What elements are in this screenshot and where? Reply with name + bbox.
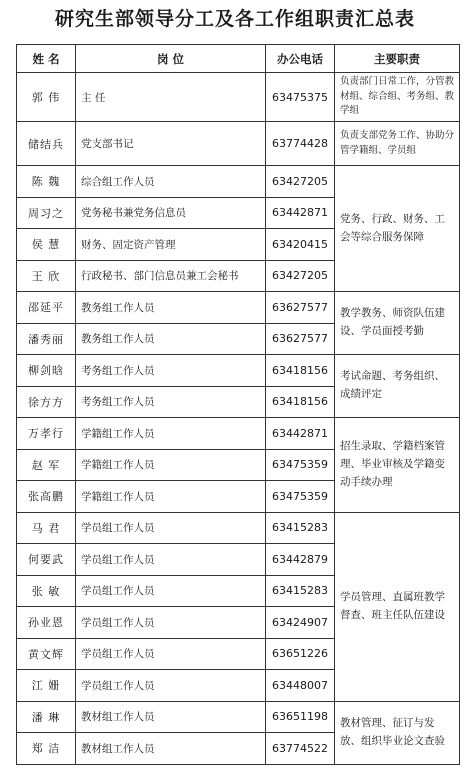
cell-name: 赵 军 xyxy=(17,449,76,481)
cell-position: 学员组工作人员 xyxy=(76,544,266,576)
cell-phone: 63627577 xyxy=(266,292,335,324)
cell-position: 主 任 xyxy=(76,73,266,122)
cell-name: 万孝行 xyxy=(17,418,76,450)
cell-phone: 63420415 xyxy=(266,229,335,261)
cell-position: 考务组工作人员 xyxy=(76,386,266,418)
cell-name: 江 姗 xyxy=(17,670,76,702)
cell-position: 教材组工作人员 xyxy=(76,701,266,733)
cell-phone: 63448007 xyxy=(266,670,335,702)
cell-position: 学员组工作人员 xyxy=(76,575,266,607)
cell-position: 学籍组工作人员 xyxy=(76,449,266,481)
cell-position: 学籍组工作人员 xyxy=(76,418,266,450)
cell-position: 学籍组工作人员 xyxy=(76,481,266,513)
cell-duty: 教学教务、师资队伍建设、学员面授考勤 xyxy=(335,292,460,355)
cell-phone: 63415283 xyxy=(266,512,335,544)
cell-duty: 招生录取、学籍档案管理、毕业审核及学籍变动手续办理 xyxy=(335,418,460,513)
cell-phone: 63442879 xyxy=(266,544,335,576)
cell-name: 邵延平 xyxy=(17,292,76,324)
table-row xyxy=(17,355,460,387)
cell-name: 张高鹏 xyxy=(17,481,76,513)
cell-phone: 63442871 xyxy=(266,197,335,229)
page-title: 研究生部领导分工及各工作组职责汇总表 xyxy=(54,8,415,30)
cell-position: 行政秘书、部门信息员兼工会秘书 xyxy=(76,260,266,292)
cell-phone: 63475359 xyxy=(266,449,335,481)
cell-position: 教务组工作人员 xyxy=(76,292,266,324)
cell-name: 周习之 xyxy=(17,197,76,229)
cell-position: 考务组工作人员 xyxy=(76,355,266,387)
header-name: 姓 名 xyxy=(17,45,76,73)
cell-position: 党支部书记 xyxy=(76,122,266,166)
cell-name: 马 君 xyxy=(17,512,76,544)
cell-position: 学员组工作人员 xyxy=(76,607,266,639)
cell-name: 郭 伟 xyxy=(17,73,76,122)
cell-phone: 63475375 xyxy=(266,73,335,122)
cell-phone: 63475359 xyxy=(266,481,335,513)
cell-position: 学员组工作人员 xyxy=(76,512,266,544)
cell-position: 综合组工作人员 xyxy=(76,166,266,198)
cell-position: 教材组工作人员 xyxy=(76,733,266,765)
cell-phone: 63418156 xyxy=(266,386,335,418)
cell-position: 学员组工作人员 xyxy=(76,638,266,670)
header-phone: 办公电话 xyxy=(266,45,335,73)
cell-name: 潘 琳 xyxy=(17,701,76,733)
table-row xyxy=(17,701,460,733)
cell-phone: 63442871 xyxy=(266,418,335,450)
cell-name: 郑 洁 xyxy=(17,733,76,765)
cell-duty: 学员管理、直属班教学督查、班主任队伍建设 xyxy=(335,512,460,701)
duty-table xyxy=(16,44,460,765)
table-row xyxy=(17,122,460,166)
cell-duty: 党务、行政、财务、工会等综合服务保障 xyxy=(335,166,460,292)
table-row xyxy=(17,418,460,450)
cell-name: 侯 慧 xyxy=(17,229,76,261)
cell-phone: 63415283 xyxy=(266,575,335,607)
cell-phone: 63418156 xyxy=(266,355,335,387)
header-row xyxy=(17,45,460,73)
cell-position: 财务、固定资产管理 xyxy=(76,229,266,261)
cell-name: 潘秀丽 xyxy=(17,323,76,355)
cell-phone: 63424907 xyxy=(266,607,335,639)
cell-duty: 负责部门日常工作，分管教材组、综合组、考务组、教学组 xyxy=(335,73,460,122)
cell-name: 王 欣 xyxy=(17,260,76,292)
cell-name: 黄文辉 xyxy=(17,638,76,670)
cell-name: 张 敏 xyxy=(17,575,76,607)
cell-phone: 63427205 xyxy=(266,166,335,198)
cell-duty: 教材管理、征订与发放、组织毕业论文查验 xyxy=(335,701,460,764)
cell-phone: 63427205 xyxy=(266,260,335,292)
cell-phone: 63627577 xyxy=(266,323,335,355)
cell-name: 柳剑晗 xyxy=(17,355,76,387)
table-row xyxy=(17,166,460,198)
header-duty: 主要职责 xyxy=(335,45,460,73)
cell-position: 党务秘书兼党务信息员 xyxy=(76,197,266,229)
cell-phone: 63651226 xyxy=(266,638,335,670)
cell-phone: 63774428 xyxy=(266,122,335,166)
header-position: 岗 位 xyxy=(76,45,266,73)
cell-phone: 63774522 xyxy=(266,733,335,765)
cell-phone: 63651198 xyxy=(266,701,335,733)
cell-name: 孙业恩 xyxy=(17,607,76,639)
cell-name: 徐方方 xyxy=(17,386,76,418)
cell-name: 何要武 xyxy=(17,544,76,576)
table-row xyxy=(17,73,460,122)
cell-position: 学员组工作人员 xyxy=(76,670,266,702)
cell-duty: 负责支部党务工作、协助分管学籍组、学员组 xyxy=(335,122,460,166)
cell-duty: 考试命题、考务组织、成绩评定 xyxy=(335,355,460,418)
table-row xyxy=(17,292,460,324)
cell-name: 储结兵 xyxy=(17,122,76,166)
table-row xyxy=(17,512,460,544)
cell-position: 教务组工作人员 xyxy=(76,323,266,355)
cell-name: 陈 魏 xyxy=(17,166,76,198)
